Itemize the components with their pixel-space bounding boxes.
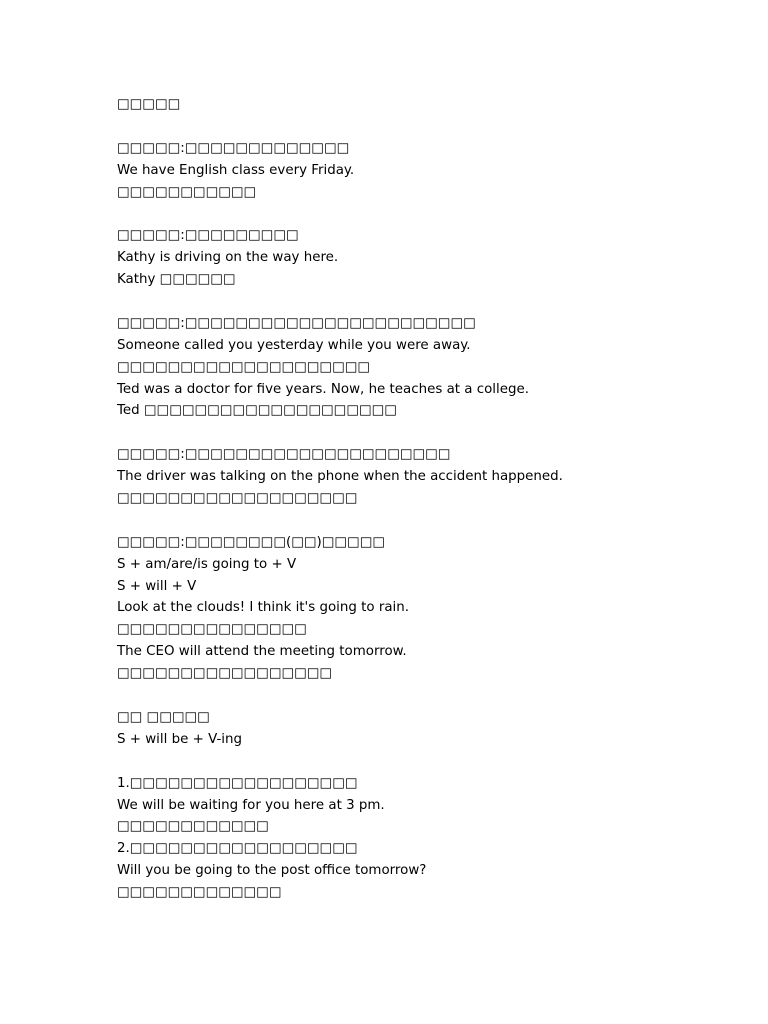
example-translation: □□□□□□□□□□□ [117,184,257,200]
example-sentence: Will you be going to the post office tomorrow? [117,863,427,879]
section-heading: □□□□□:□□□□□□□□□□□□□ [117,140,350,156]
example-sentence: Someone called you yesterday while you were away. [117,337,471,353]
example-sentence: We have English class every Friday. [117,162,355,178]
usage-item: 1.□□□□□□□□□□□□□□□□□□ [117,775,358,791]
usage-item: 2.□□□□□□□□□□□□□□□□□□ [117,841,358,857]
section-heading: □□□□□:□□□□□□□□□□□□□□□□□□□□□ [117,447,451,463]
blank-line [117,510,717,532]
blank-line [117,291,717,313]
grammar-formula: S + am/are/is going to + V [117,556,297,572]
example-translation: □□□□□□□□□□□□□□□ [117,622,307,638]
example-sentence: We will be waiting for you here at 3 pm. [117,797,385,813]
example-sentence: The CEO will attend the meeting tomorrow. [117,644,407,660]
example-sentence: Look at the clouds! I think it's going to rain. [117,600,410,616]
example-translation: □□□□□□□□□□□□□□□□□□□ [117,491,358,507]
example-translation: □□□□□□□□□□□□□ [117,885,282,901]
blank-line [117,203,717,225]
blank-line [117,685,717,707]
example-sentence: Kathy is driving on the way here. [117,250,339,266]
example-translation: □□□□□□□□□□□□□□□□□□□□ [117,359,371,375]
blank-line [117,751,717,773]
section-heading: □□□□□:□□□□□□□□□ [117,228,299,244]
section-heading: □□□□□:□□□□□□□□(□□)□□□□□ [117,534,385,550]
example-translation: □□□□□□□□□□□□□□□□□ [117,666,333,682]
blank-line [117,422,717,444]
example-translation: Ted □□□□□□□□□□□□□□□□□□□□ [117,403,397,419]
section-heading: □□□□□:□□□□□□□□□□□□□□□□□□□□□□□ [117,315,476,331]
example-sentence: Ted was a doctor for five years. Now, he teaches at a college. [117,381,529,397]
grammar-formula: S + will + V [117,578,197,594]
section-heading: □□ □□□□□ [117,709,210,725]
grammar-formula: S + will be + V-ing [117,731,242,747]
document-title: □□□□□ [117,97,181,112]
document-body [117,94,717,904]
example-translation: Kathy □□□□□□ [117,272,236,288]
example-translation: □□□□□□□□□□□□ [117,819,269,835]
blank-line [117,116,717,138]
example-sentence: The driver was talking on the phone when the accident happened. [117,469,563,485]
